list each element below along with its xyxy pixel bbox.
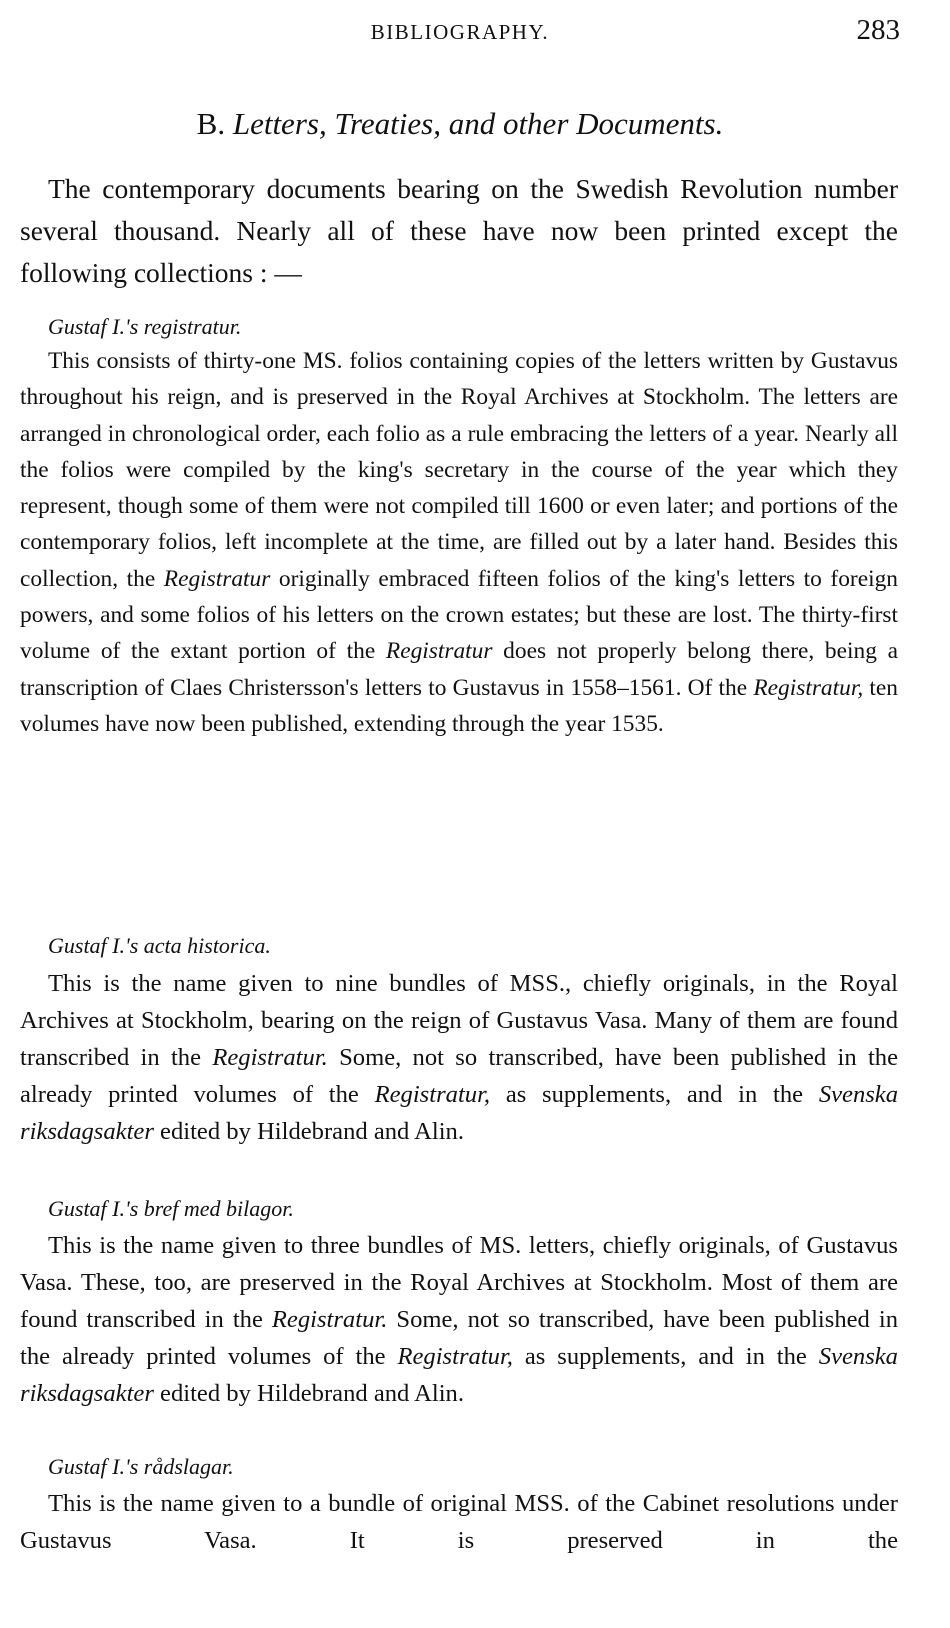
intro-paragraph: The contemporary documents bearing on the Swedish Revolution number several thousand. Nearly all of these have now been printed except the following collections : — <box>20 173 898 288</box>
entry-body-radslagar: This is the name given to a bundle of original MSS. of the Cabinet resolutions under Gustavus Vasa. It is preserved in the <box>20 1490 898 1554</box>
italic-term: Registratur, <box>397 1343 513 1370</box>
italic-term: Registratur <box>385 638 493 665</box>
italic-term: Svenska riksdagsakter <box>20 1343 898 1407</box>
entry-text: originally embraced fifteen folios of the king's letters to foreign powers, and some folios of his letters on the crown estates; but these are lost. The thirty-first volume of the extant portion of the <box>20 565 898 665</box>
running-head <box>20 14 900 50</box>
entry-body-acta-historica <box>20 965 898 1150</box>
entry-title-acta-historica: Gustaf I.'s acta historica. <box>48 933 271 958</box>
entry-text: as supplements, and in the <box>505 1081 804 1108</box>
italic-term: Registratur. <box>212 1044 328 1071</box>
entry-title-radslagar: Gustaf I.'s rådslagar. <box>48 1454 234 1479</box>
entry-text: Some, not so transcribed, have been published in the already printed volumes of the <box>20 1044 898 1108</box>
entry-text: edited by Hildebrand and Alin. <box>160 1118 464 1145</box>
italic-term: Registratur, <box>374 1081 491 1108</box>
italic-term: Registratur <box>163 565 271 592</box>
entry-text: Some, not so transcribed, have been published in the already printed volumes of the <box>20 1306 898 1370</box>
entry-text: This consists of thirty-one MS. folios containing copies of the letters written by Gustavus throughout his reign, and is preserved in the Royal Archives at Stockholm. The letters are arranged in chronological order, each folio as a rule embracing the letters of a year. Nearly all the folios were compiled by the king's secretary in the course of the year which they represent, though some of them were not compiled till 1600 or even later; and portions of the contemporary folios, left incomplete at the time, are filled out by a later hand. Besides this collection, the <box>20 348 898 592</box>
italic-term: Svenska riksdagsakter <box>20 1081 899 1145</box>
entry-title-bref-med-bilagor: Gustaf I.'s bref med bilagor. <box>48 1196 294 1221</box>
entry-text: ten volumes have now been published, extending through the year 1535. <box>20 674 898 737</box>
entry-title-registratur: Gustaf I.'s registratur. <box>48 314 242 339</box>
entry-text: edited by Hildebrand and Alin. <box>160 1380 464 1407</box>
italic-term: Registratur. <box>271 1306 388 1333</box>
entry-text: This is the name given to three bundles of MS. letters, chiefly originals, of Gustavus Vasa. These, too, are preserved in the Royal Archives at Stockholm. Most of them are found transcribed in the <box>20 1232 898 1333</box>
italic-term: Registratur, <box>753 674 864 701</box>
section-letter: B. <box>196 106 226 141</box>
running-title: BIBLIOGRAPHY. <box>370 20 550 44</box>
entry-text: does not properly belong there, being a transcription of Claes Christersson's letters to Gustavus in 1558–1561. Of the <box>20 638 898 701</box>
section-heading <box>20 104 900 144</box>
entry-body-registratur <box>20 343 898 742</box>
entry-text: This is the name given to nine bundles of MSS., chiefly originals, in the Royal Archives at Stockholm, bearing on the reign of Gustavus Vasa. Many of them are found transcribed in the <box>20 970 898 1071</box>
entry-body-bref-med-bilagor <box>20 1227 898 1412</box>
page-number: 283 <box>856 14 900 46</box>
entry-text: as supplements, and in the <box>524 1343 807 1370</box>
section-title: Letters, Treaties, and other Documents. <box>232 106 724 141</box>
